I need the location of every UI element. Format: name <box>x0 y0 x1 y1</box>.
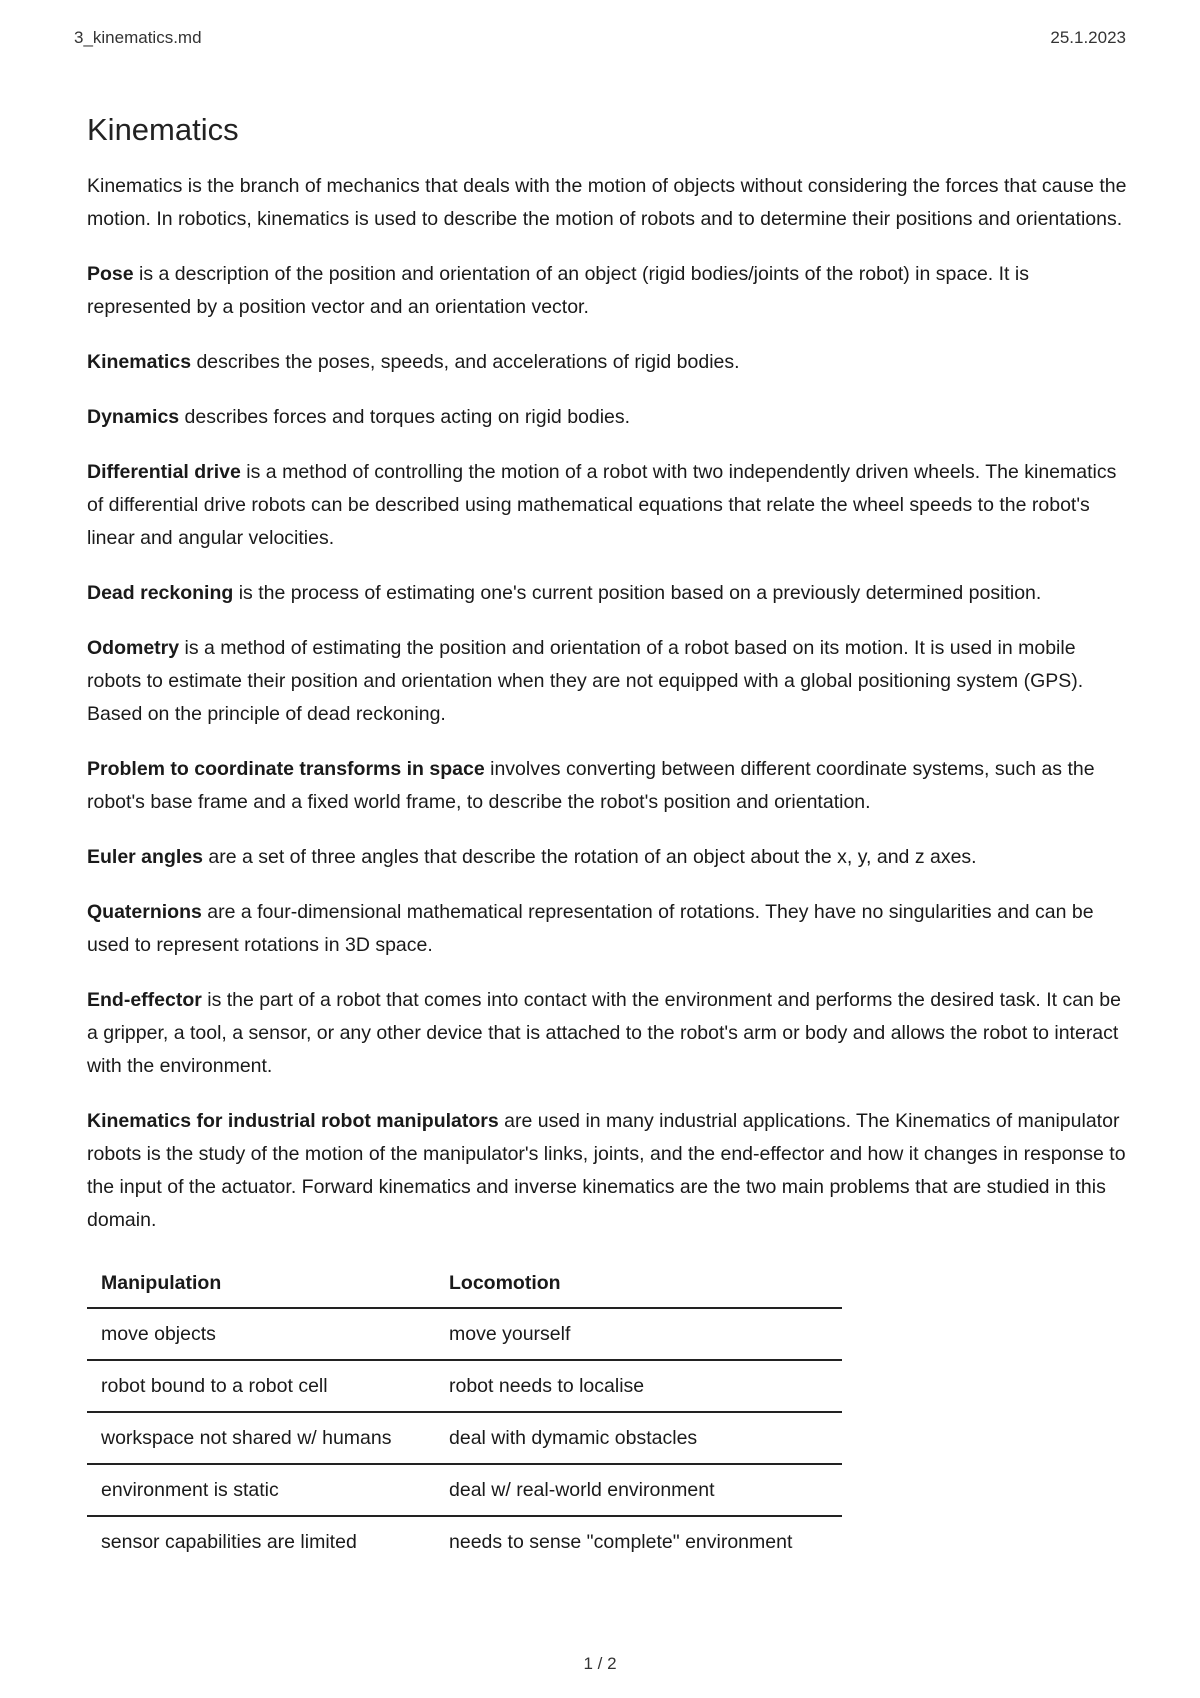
comparison-table <box>87 1259 842 1567</box>
term: Euler angles <box>87 846 203 868</box>
paragraph-dead-reckoning: Dead reckoning is the process of estimating one's current position based on a previously determined position. <box>87 582 1042 604</box>
paragraph-end-effector: End-effector is the part of a robot that comes into contact with the environment and performs the desired task. It can be a gripper, a tool, a sensor, or any other device that is attached to the robot's arm or body and allows the robot to interact with the environment. <box>87 989 1122 1077</box>
table-row <box>87 1360 842 1412</box>
table-cell: workspace not shared w/ humans <box>101 1426 392 1449</box>
term: Kinematics for industrial robot manipulators <box>87 1110 499 1132</box>
table-header-row <box>87 1259 842 1308</box>
term: End-effector <box>87 989 202 1011</box>
table-cell: environment is static <box>101 1478 279 1501</box>
term: Odometry <box>87 637 180 659</box>
paragraph-coordinate-transforms: Problem to coordinate transforms in space involves converting between different coordinate systems, such as the robot's base frame and a fixed world frame, to describe the robot's position and orientation. <box>87 758 1095 813</box>
term: Quaternions <box>87 901 202 923</box>
term: Problem to coordinate transforms in space <box>87 758 485 780</box>
paragraph-intro: Kinematics is the branch of mechanics that deals with the motion of objects without considering the forces that cause the motion. In robotics, kinematics is used to describe the motion of robots and to determine their positions and orientations. <box>87 175 1127 230</box>
paragraph-euler-angles: Euler angles are a set of three angles that describe the rotation of an object about the x, y, and z axes. <box>87 846 977 868</box>
term: Differential drive <box>87 461 241 483</box>
table-cell: move objects <box>101 1322 216 1345</box>
paragraph-quaternions: Quaternions are a four-dimensional mathematical representation of rotations. They have no singularities and can be used to represent rotations in 3D space. <box>87 901 1094 956</box>
table-header-cell: Locomotion <box>449 1271 561 1294</box>
paragraph-dynamics: Dynamics describes forces and torques acting on rigid bodies. <box>87 406 631 428</box>
table-cell: deal with dymamic obstacles <box>449 1426 698 1449</box>
table-row <box>87 1308 842 1360</box>
term: Kinematics <box>87 351 192 373</box>
table-cell: needs to sense "complete" environment <box>449 1530 793 1553</box>
term: Dynamics <box>87 406 180 428</box>
paragraph-odometry: Odometry is a method of estimating the position and orientation of a robot based on its motion. It is used in mobile robots to estimate their position and orientation when they are not equipped with a global positioning system (GPS). Based on the principle of dead reckoning. <box>87 637 1084 725</box>
table-row <box>87 1412 842 1464</box>
header-date: 25.1.2023 <box>1050 28 1126 47</box>
table-cell: deal w/ real-world environment <box>449 1478 715 1501</box>
term: Dead reckoning <box>87 582 234 604</box>
table-cell: sensor capabilities are limited <box>101 1530 357 1553</box>
paragraph-kinematics: Kinematics describes the poses, speeds, and accelerations of rigid bodies. <box>87 351 740 373</box>
term: Pose <box>87 263 134 285</box>
table-header-cell: Manipulation <box>101 1271 222 1294</box>
table-cell: robot bound to a robot cell <box>101 1374 328 1397</box>
header-filename: 3_kinematics.md <box>74 28 202 47</box>
table-cell: robot needs to localise <box>449 1374 645 1397</box>
table-row <box>87 1516 842 1567</box>
document-body <box>87 112 1127 1567</box>
page-number: 1 / 2 <box>583 1654 617 1673</box>
paragraph-differential-drive: Differential drive is a method of controlling the motion of a robot with two independently driven wheels. The kinematics of differential drive robots can be described using mathematical equations that relate the wheel speeds to the robot's linear and angular velocities. <box>87 461 1117 549</box>
paragraph-industrial-manipulators: Kinematics for industrial robot manipulators are used in many industrial applications. The Kinematics of manipulator robots is the study of the motion of the manipulator's links, joints, and the end-effector and how it changes in response to the input of the actuator. Forward kinematics and inverse kinematics are the two main problems that are studied in this domain. <box>87 1110 1126 1231</box>
table-cell: move yourself <box>449 1322 571 1345</box>
paragraph-pose: Pose is a description of the position and orientation of an object (rigid bodies/joints of the robot) in space. It is represented by a position vector and an orientation vector. <box>87 263 1029 318</box>
page-title: Kinematics <box>87 112 239 147</box>
table-row <box>87 1464 842 1516</box>
